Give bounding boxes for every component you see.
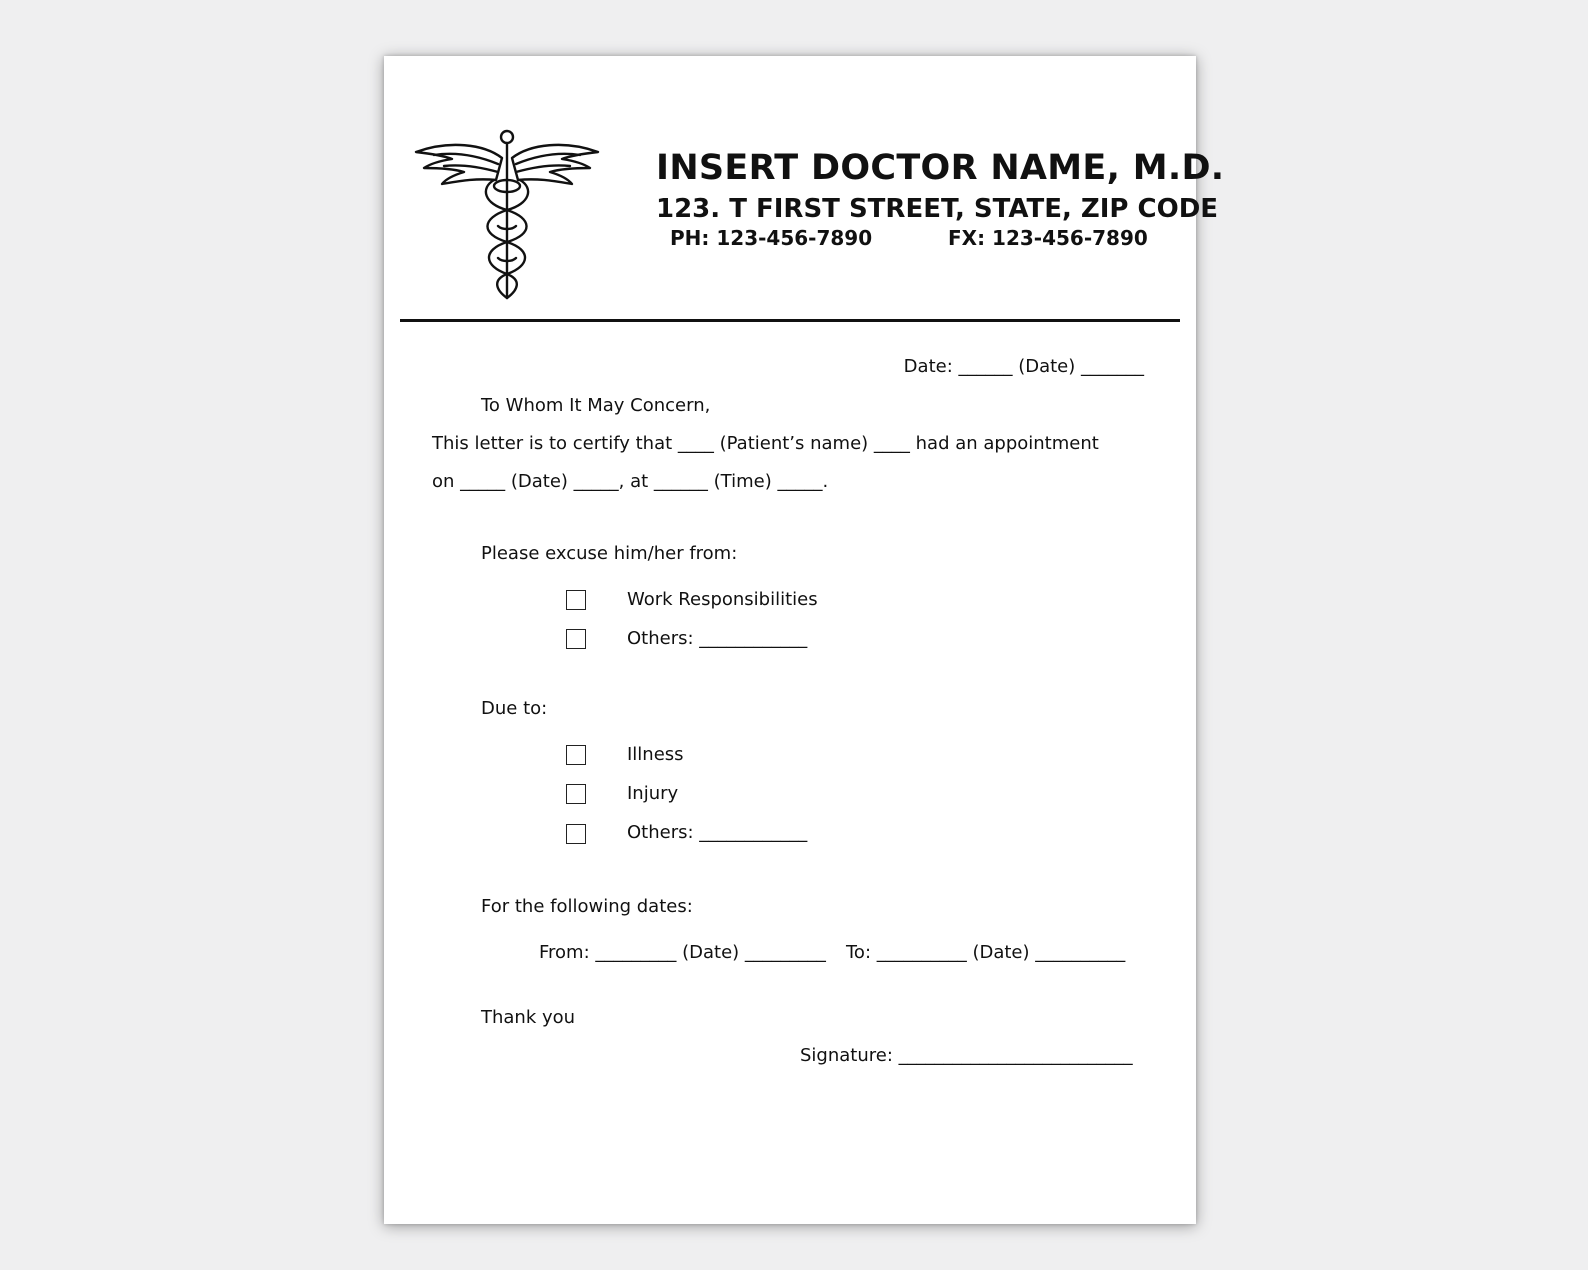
date-field: Date: ______ (Date) _______ — [903, 356, 1144, 377]
clinic-address: 123. T FIRST STREET, STATE, ZIP CODE — [656, 194, 1219, 224]
salutation: To Whom It May Concern, — [481, 395, 711, 416]
fax-number: FX: 123-456-7890 — [948, 226, 1148, 250]
appointment-line: on _____ (Date) _____, at ______ (Time) _____. — [432, 471, 829, 492]
due-heading: Due to: — [481, 698, 548, 719]
due-others-label: Others: ____________ — [627, 822, 808, 843]
signature-field: Signature: __________________________ — [800, 1045, 1133, 1066]
injury-checkbox[interactable] — [566, 784, 586, 804]
excuse-heading: Please excuse him/her from: — [481, 543, 738, 564]
work-responsibilities-label: Work Responsibilities — [627, 589, 818, 610]
to-date-field: To: __________ (Date) __________ — [846, 942, 1126, 963]
excuse-others-label: Others: ____________ — [627, 628, 808, 649]
work-responsibilities-checkbox[interactable] — [566, 590, 586, 610]
doctor-name: INSERT DOCTOR NAME, M.D. — [656, 148, 1225, 188]
excuse-others-checkbox[interactable] — [566, 629, 586, 649]
from-date-field: From: _________ (Date) _________ — [539, 942, 826, 963]
certify-line: This letter is to certify that ____ (Patient’s name) ____ had an appointment — [432, 433, 1099, 454]
dates-heading: For the following dates: — [481, 896, 693, 917]
due-others-checkbox[interactable] — [566, 824, 586, 844]
doctor-note-sheet — [384, 56, 1225, 1224]
phone-number: PH: 123-456-7890 — [670, 226, 873, 250]
header-divider — [400, 319, 1180, 322]
caduceus-icon — [414, 128, 600, 304]
illness-label: Illness — [627, 744, 684, 765]
illness-checkbox[interactable] — [566, 745, 586, 765]
closing: Thank you — [481, 1007, 576, 1028]
injury-label: Injury — [627, 783, 679, 804]
